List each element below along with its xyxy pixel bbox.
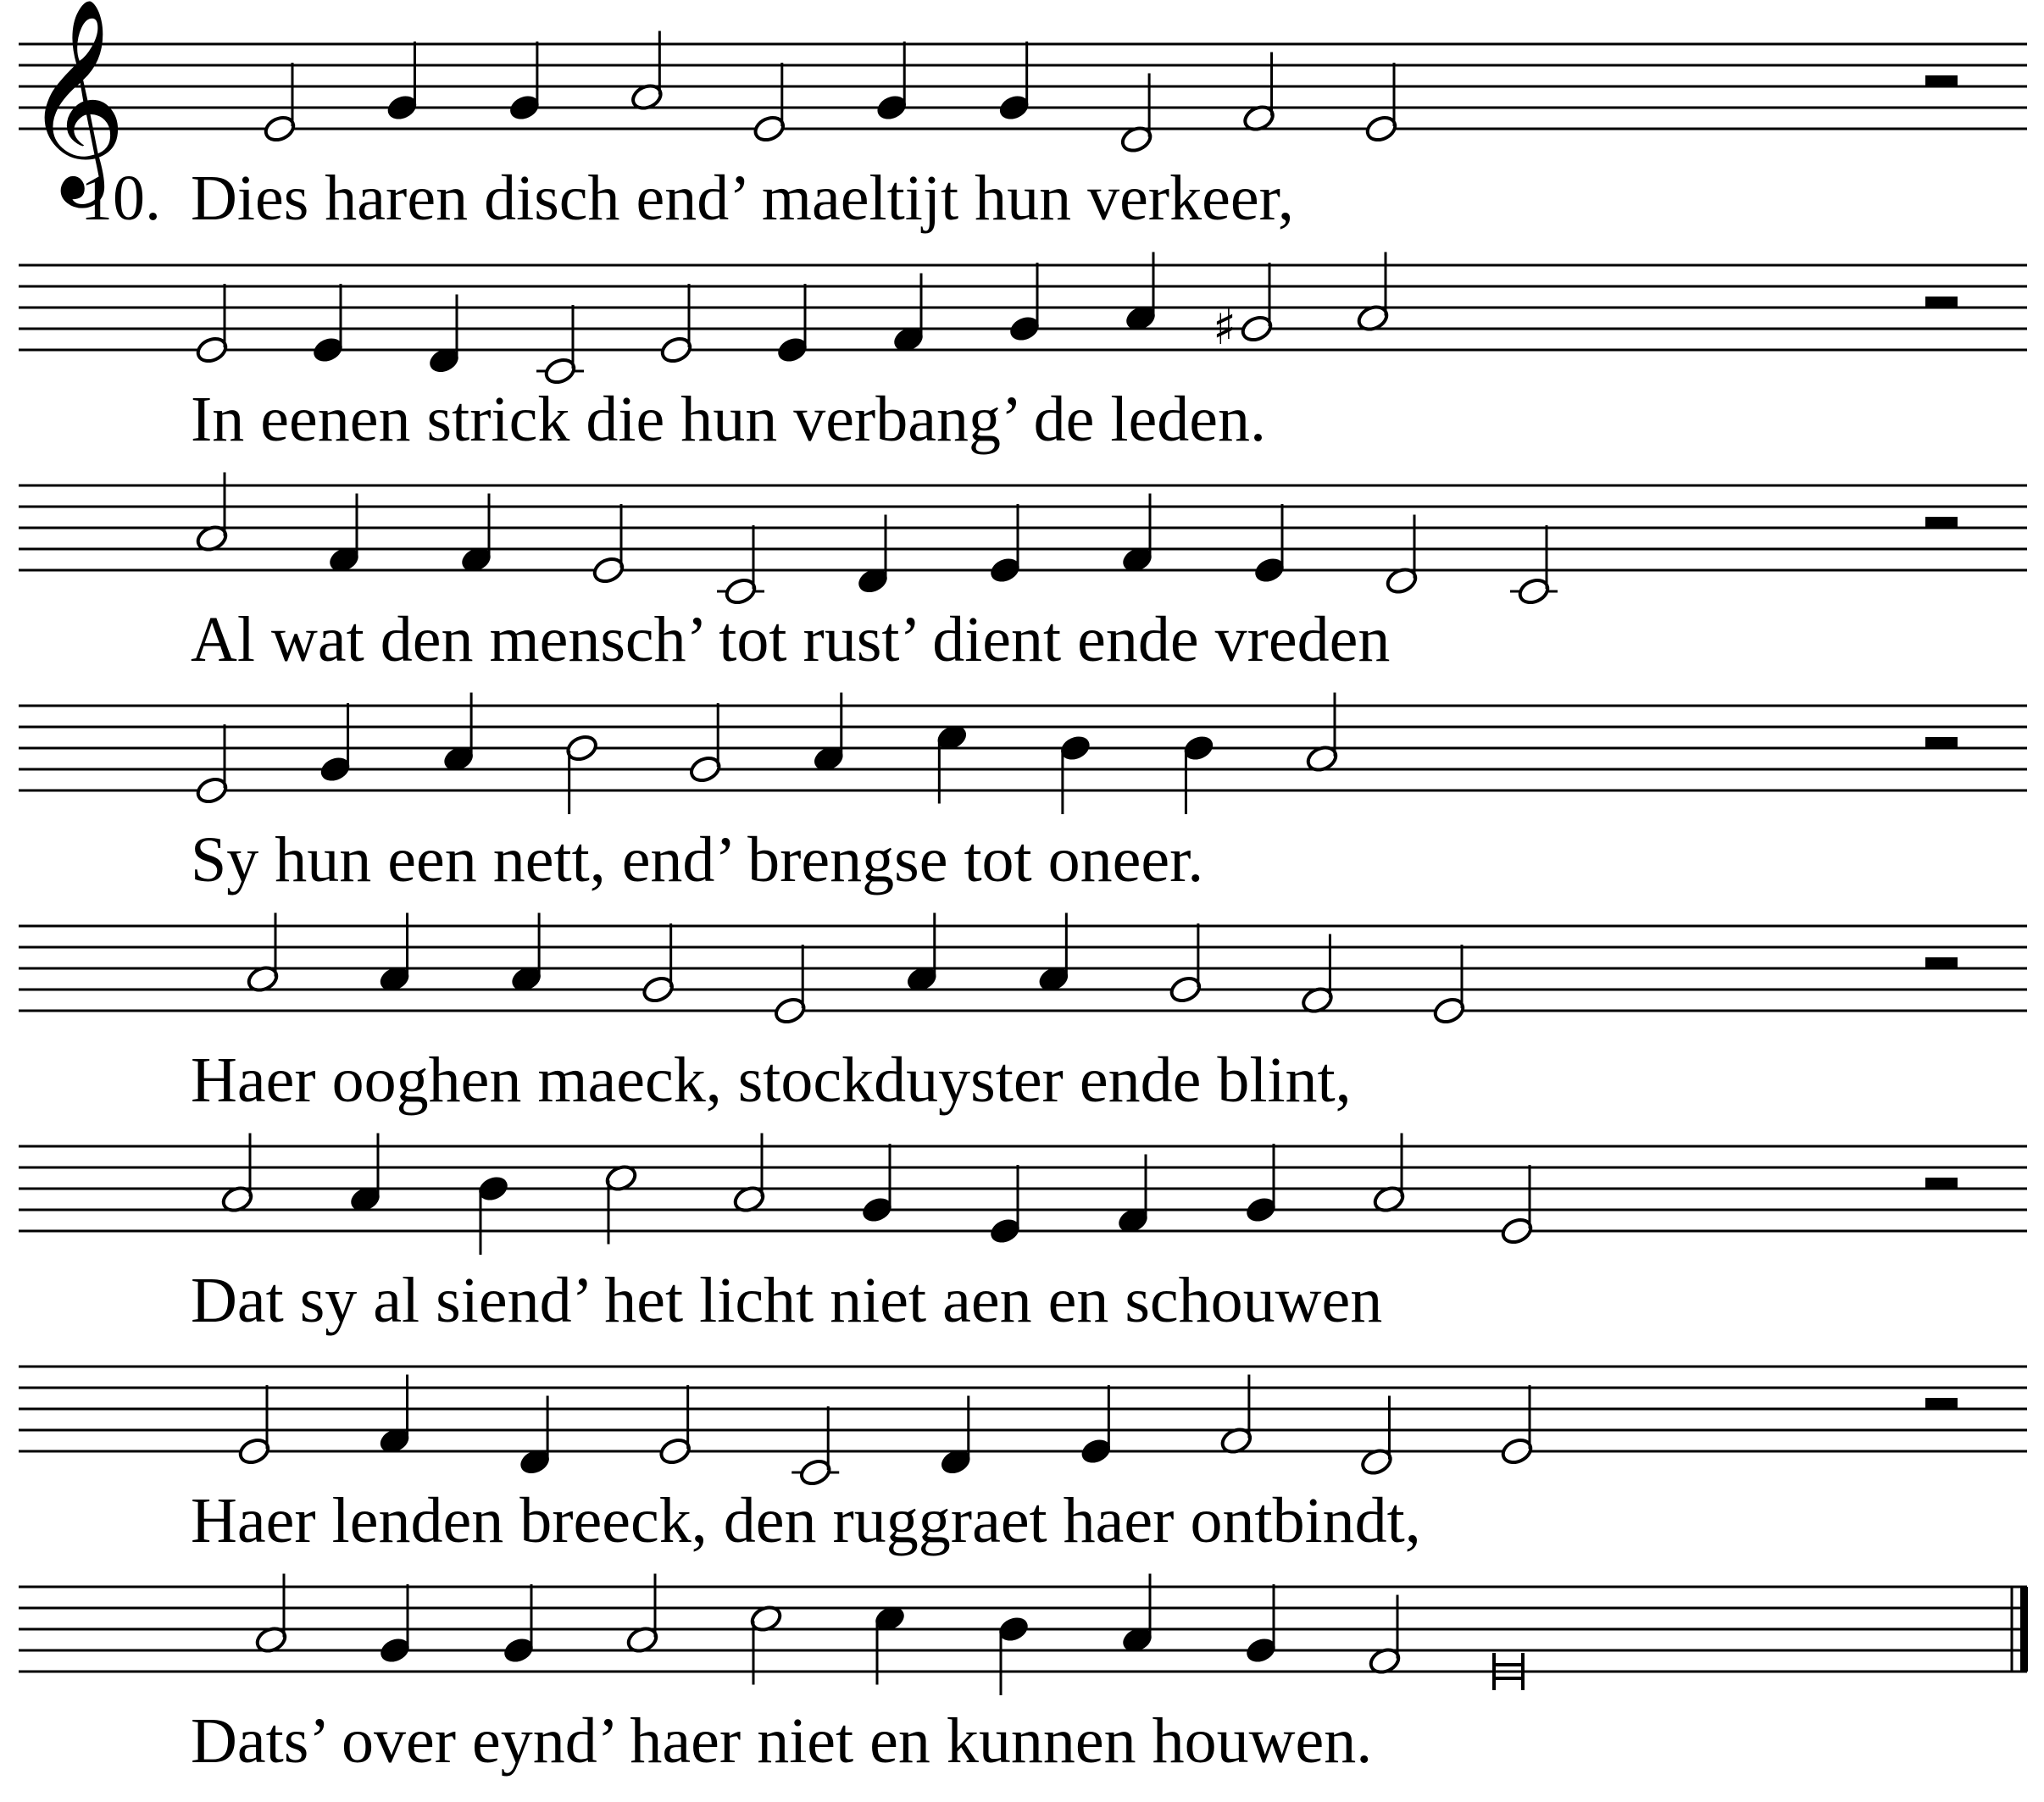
- note: [791, 1406, 839, 1488]
- final-barline: [2020, 1587, 2028, 1672]
- half-rest-icon: [1925, 737, 1958, 748]
- treble-clef-icon: 𝄞: [24, 0, 127, 199]
- note: [502, 1584, 536, 1666]
- note: [237, 1385, 272, 1467]
- half-rest-icon: [1925, 297, 1958, 308]
- staff-system: [19, 473, 2027, 607]
- note: [997, 42, 1031, 123]
- note: [564, 733, 599, 814]
- note: [507, 42, 542, 123]
- note: [752, 63, 786, 144]
- note: [717, 525, 764, 607]
- note: [378, 1584, 413, 1666]
- lyric-line: Dats’ over eynd’ haer niet en kunnen houwen.: [191, 1705, 1373, 1777]
- lyric-line: Dat sy al siend’ het licht niet aen en schouwen: [191, 1265, 1383, 1336]
- note: [988, 504, 1023, 585]
- note: [658, 1385, 692, 1467]
- note: [1168, 923, 1203, 1005]
- note: [688, 703, 723, 785]
- half-rest-icon: [1925, 517, 1958, 528]
- staff-system: [19, 252, 2027, 387]
- note: [385, 42, 419, 123]
- note: [318, 703, 353, 785]
- staff-system: [19, 1134, 2027, 1256]
- note: [311, 284, 346, 365]
- lyric-line: Haer lenden breeck, den ruggraet haer ontbindt,: [191, 1485, 1421, 1556]
- half-rest-icon: [1925, 1178, 1958, 1189]
- note: [1008, 263, 1042, 344]
- note: [536, 305, 584, 386]
- half-rest-icon: [1925, 1398, 1958, 1409]
- note: [1500, 1385, 1535, 1467]
- lyric-line: Sy hun een nett, end’ brengse tot oneer.: [191, 824, 1204, 895]
- note: [1253, 504, 1287, 585]
- staff-system: [19, 1367, 2027, 1488]
- note: [641, 923, 675, 1005]
- note: [1432, 945, 1467, 1026]
- lyric-line: Al wat den mensch’ tot rust’ dient ende vreden: [191, 604, 1391, 675]
- note: [263, 63, 297, 144]
- note: [1510, 525, 1558, 607]
- staff-system: [19, 913, 2027, 1027]
- note: [659, 284, 694, 365]
- note: [1213, 263, 1274, 356]
- note: [860, 1144, 895, 1225]
- staff-system: [19, 693, 2027, 815]
- note: [195, 284, 230, 365]
- lyric-line: In eenen strick die hun verbang’ de leden.: [191, 384, 1266, 455]
- half-rest-icon: [1925, 957, 1958, 968]
- note: [1058, 733, 1092, 814]
- sharp-icon: ♯: [1213, 298, 1237, 356]
- lyric-line: Dies haren disch end’ maeltijt hun verkeer,: [191, 163, 1294, 234]
- half-rest-icon: [1925, 75, 1958, 86]
- note: [1079, 1385, 1114, 1467]
- note: [775, 284, 810, 365]
- note: [1244, 1584, 1279, 1666]
- note: [875, 42, 909, 123]
- note: [1500, 1165, 1535, 1246]
- lyric-line: Haer ooghen maeck, stockduyster ende blint,: [191, 1045, 1352, 1116]
- note: [773, 945, 808, 1026]
- note: [1244, 1144, 1279, 1225]
- note: [997, 1614, 1031, 1695]
- note: [476, 1173, 511, 1255]
- note: [195, 724, 230, 806]
- note: [1364, 63, 1399, 144]
- staff-system: [19, 1574, 2028, 1696]
- note: [1181, 733, 1216, 814]
- verse-number: 10.: [81, 163, 161, 234]
- note: [988, 1165, 1023, 1246]
- note: [592, 504, 626, 585]
